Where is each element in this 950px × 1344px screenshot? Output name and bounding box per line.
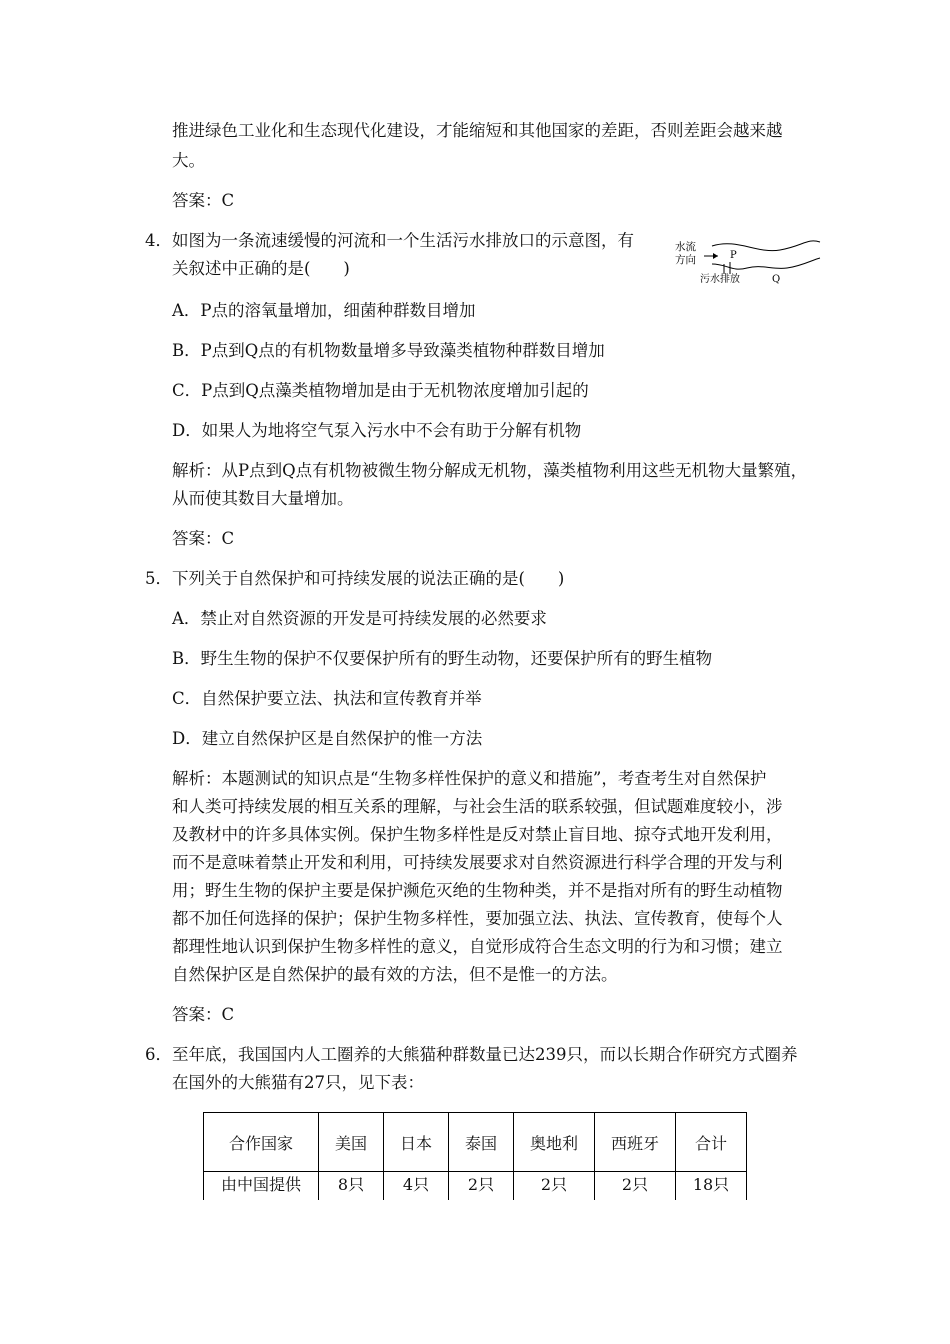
q5-analysis-line-6: 都不加任何选择的保护；保护生物多样性，要加强立法、执法、宣传教育，使每个人 <box>172 909 783 928</box>
river-bank-upper <box>712 241 820 251</box>
intro-answer: 答案：C <box>172 191 235 210</box>
q5-stem: 下列关于自然保护和可持续发展的说法正确的是( ) <box>172 569 565 588</box>
q5-analysis-line-7: 都理性地认识到保护生物多样性的意义，自觉形成符合生态文明的行为和习惯；建立 <box>172 937 783 956</box>
table-header-cell: 美国 <box>319 1113 384 1172</box>
q5-answer: 答案：C <box>172 1005 235 1024</box>
q5-number: 5． <box>145 569 172 588</box>
table-cell: 2只 <box>595 1172 676 1203</box>
q5-analysis-line-3: 及教材中的许多具体实例。保护生物多样性是反对禁止盲目地、掠夺式地开发利用， <box>172 825 783 844</box>
q6-stem-line-2: 在国外的大熊猫有27只，见下表： <box>172 1073 424 1092</box>
table-header-cell: 合计 <box>676 1113 747 1172</box>
q4-answer: 答案：C <box>172 529 235 548</box>
q5-option-a: A．禁止对自然资源的开发是可持续发展的必然要求 <box>172 609 547 628</box>
flow-label-1: 水流 <box>675 241 696 253</box>
q4-option-c: C．P点到Q点藻类植物增加是由于无机物浓度增加引起的 <box>172 381 589 400</box>
q5-analysis-line-1: 解析：本题测试的知识点是“生物多样性保护的意义和措施”，考查考生对自然保护 <box>172 769 767 788</box>
q5-analysis-line-5: 用；野生生物的保护主要是保护濒危灭绝的生物种类，并不是指对所有的野生动植物 <box>172 881 783 900</box>
panda-cooperation-table <box>203 1112 747 1203</box>
q5-option-d: D．建立自然保护区是自然保护的惟一方法 <box>172 729 483 748</box>
q4-option-a: A．P点的溶氧量增加，细菌种群数目增加 <box>172 301 476 320</box>
q5-analysis-line-2: 和人类可持续发展的相互关系的理解，与社会生活的联系较强，但试题难度较小，涉 <box>172 797 783 816</box>
q4-option-d: D．如果人为地将空气泵入污水中不会有助于分解有机物 <box>172 421 582 440</box>
table-cell: 2只 <box>449 1172 514 1203</box>
table-header-cell: 日本 <box>384 1113 449 1172</box>
table-header-cell: 合作国家 <box>204 1113 319 1172</box>
q4-option-b: B．P点到Q点的有机物数量增多导致藻类植物种群数目增加 <box>172 341 605 360</box>
flow-arrow-head <box>713 253 718 259</box>
q5-analysis-line-8: 自然保护区是自然保护的最有效的方法，但不是惟一的方法。 <box>172 965 618 984</box>
river-sewage-diagram <box>672 232 822 292</box>
q5-analysis-line-4: 而不是意味着禁止开发和利用，可持续发展要求对自然资源进行科学合理的开发与利 <box>172 853 783 872</box>
table-cell: 2只 <box>514 1172 595 1203</box>
q5-option-c: C．自然保护要立法、执法和宣传教育并举 <box>172 689 482 708</box>
flow-label-2: 方向 <box>675 254 696 266</box>
table-cell: 8只 <box>319 1172 384 1203</box>
table-header-cell: 西班牙 <box>595 1113 676 1172</box>
table-cell: 18只 <box>676 1172 747 1203</box>
table-cell: 4只 <box>384 1172 449 1203</box>
page-bottom-margin <box>0 1200 950 1344</box>
table-header-row <box>204 1113 747 1172</box>
q-point-label: Q <box>772 274 781 285</box>
sewage-outlet <box>724 262 730 274</box>
q4-stem-line-1: 如图为一条流速缓慢的河流和一个生活污水排放口的示意图，有 <box>172 231 634 250</box>
q4-analysis-line-2: 从而使其数目大量增加。 <box>172 489 354 508</box>
q4-number: 4． <box>145 231 172 250</box>
q6-number: 6． <box>145 1045 172 1064</box>
q5-option-b: B．野生生物的保护不仅要保护所有的野生动物，还要保护所有的野生植物 <box>172 649 713 668</box>
p-point-label: P <box>730 250 737 261</box>
table-cell: 由中国提供 <box>204 1172 319 1203</box>
table-header-cell: 奥地利 <box>514 1113 595 1172</box>
table-row <box>204 1172 747 1203</box>
river-bank-lower <box>712 258 820 269</box>
q4-analysis-line-1: 解析：从P点到Q点有机物被微生物分解成无机物，藻类植物利用这些无机物大量繁殖， <box>172 461 808 480</box>
q6-stem-line-1: 至年底，我国国内人工圈养的大熊猫种群数量已达239只，而以长期合作研究方式圈养 <box>172 1045 798 1064</box>
q4-stem-line-2: 关叙述中正确的是( ) <box>172 259 350 278</box>
intro-line-1: 推进绿色工业化和生态现代化建设，才能缩短和其他国家的差距，否则差距会越来越 <box>172 121 783 140</box>
table-header-cell: 泰国 <box>449 1113 514 1172</box>
outlet-label: 污水排放 <box>700 274 740 285</box>
intro-line-2: 大。 <box>172 151 205 170</box>
